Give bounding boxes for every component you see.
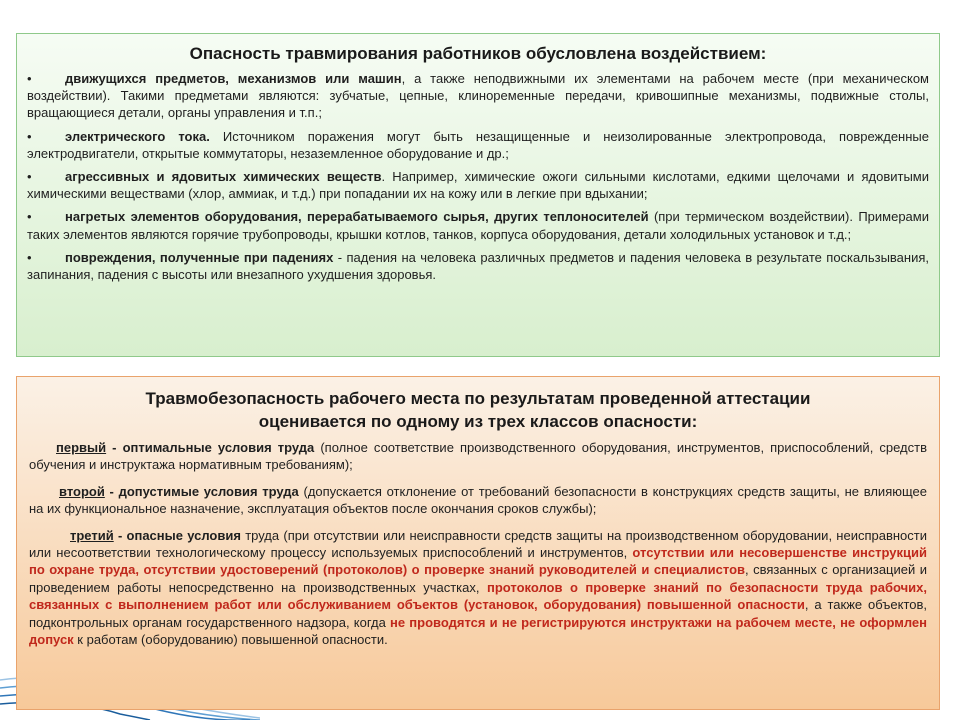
bullet-icon: •	[27, 71, 32, 86]
hazard-item	[27, 70, 929, 122]
hazard-item-bold: повреждения, полученные при падениях	[65, 249, 334, 265]
bullet-icon: •	[27, 169, 32, 185]
danger-classes-title-line1: Травмобезопасность рабочего места по результатам проведенной аттестации	[145, 389, 811, 408]
class-first	[29, 439, 927, 474]
hazard-item	[27, 168, 929, 202]
hazard-item-text: - падения на человека различных предметов и падения человека в результате поскальзывания, запинания, падения с высоты или внезапного ухудшения здоровья.	[27, 249, 930, 283]
class-third-highlight-2: протоколов о проверке знаний по безопасности труда рабочих, связанных с выполнением работ или обслуживанием объектов (установок, оборудования) повышенной опасности	[29, 579, 927, 613]
hazard-item-text: . Например, химические ожоги сильными кислотами, едкими щелочами и ядовитыми химическими веществами (хлор, аммиак, и т.д.) при попадании их на кожу или в легкие при вдыхании;	[27, 169, 930, 202]
class-third-bold: - опасные условия	[113, 527, 241, 543]
hazard-item-text: Источником поражения могут быть незащищенные и неизолированные электропровода, поврежденные электродвигатели, открытые коммутаторы, незаземленное оборудование и др.;	[27, 128, 929, 161]
class-third-text-4: к работам (оборудованию) повышенной опасности.	[73, 632, 388, 648]
class-first-text: (полное соответствие производственного оборудования, инструментов, приспособлений, средств обучения и инструктажа нормативным требованиям);	[29, 440, 927, 473]
hazards-panel	[16, 33, 940, 357]
bullet-icon: •	[27, 128, 32, 144]
danger-classes-title-line2: оценивается по одному из трех классов опасности:	[258, 412, 698, 431]
class-second	[29, 483, 927, 518]
class-second-text: (допускается отклонение от требований безопасности в конструкциях средств защиты, не влияющее на их функциональное назначение, эксплуатация объектов после окончания сроков службы);	[29, 483, 927, 517]
class-second-bold: - допустимые условия труда	[104, 483, 299, 499]
class-first-name: первый	[56, 440, 107, 455]
hazard-item-bold: движущихся предметов, механизмов или машин	[65, 71, 402, 86]
class-third-name: третий	[70, 527, 114, 543]
class-third-highlight-3: не проводятся и не регистрируются инструктажи на рабочем месте, не оформлен допуск	[29, 614, 927, 648]
hazard-item	[27, 128, 929, 162]
bullet-icon: •	[27, 249, 32, 265]
hazards-title: Опасность травмирования работников обусловлена воздействием:	[189, 44, 767, 63]
class-third	[29, 527, 927, 649]
hazard-item-text: (при термическом воздействии). Примерами таких элементов являются горячие трубопроводы, крышки котлов, танков, корпуса оборудования, детали холодильных установок и т.д.;	[27, 209, 929, 242]
class-third-text-1: труда (при отсутствии или неисправности средств защиты на производственном оборудовании, неисправности или несоответствии технологическому процессу используемых приспособлений и инструментов,	[29, 527, 927, 561]
hazard-item-bold: агрессивных и ядовитых химических веществ	[65, 169, 382, 185]
class-second-name: второй	[59, 483, 105, 499]
hazard-item	[27, 249, 929, 283]
danger-classes-panel	[16, 376, 940, 710]
hazard-item-bold: электрического тока.	[65, 128, 210, 144]
class-third-highlight-1: отсутствии или несовершенстве инструкций по охране труда, отсутствии удостоверений (протоколов) о проверке знаний руководителей и специалистов	[29, 545, 927, 578]
hazard-item	[27, 208, 929, 242]
class-first-bold: - оптимальные условия труда	[106, 440, 315, 455]
hazard-item-bold: нагретых элементов оборудования, перерабатываемого сырья, других теплоносителей	[65, 209, 649, 225]
class-third-text-3: , а также объектов, подконтрольных органам государственного надзора, когда	[29, 597, 927, 630]
class-third-text-2: , связанных с организацией и проведением работы непосредственно на производственных участках,	[29, 562, 927, 595]
bullet-icon: •	[27, 209, 32, 225]
danger-classes-title	[29, 387, 927, 433]
hazard-item-text: , а также неподвижными их элементами на рабочем месте (при механическом воздействии). Такими предметами являются: зубчатые, цепные, клиноременные передачи, кривошипные механизмы, подвижные столы, вращающиеся детали, органы управления и т.п.;	[27, 71, 929, 121]
